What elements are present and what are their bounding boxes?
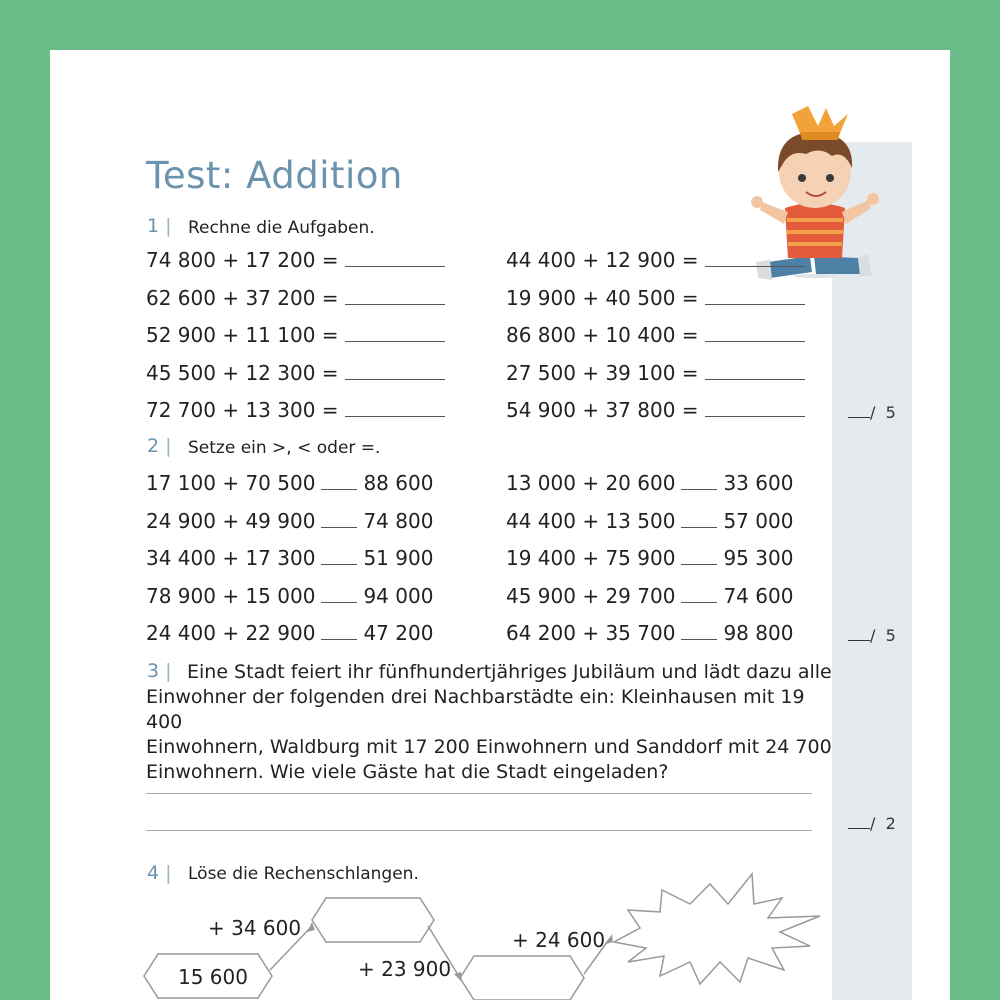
comparison-blank[interactable]	[681, 549, 717, 565]
equation-text: 44 400 + 12 900 =	[506, 248, 699, 272]
comparison-row	[506, 509, 793, 533]
answer-blank[interactable]	[705, 251, 805, 267]
comparison-blank[interactable]	[321, 512, 357, 528]
task-1-instruction: Rechne die Aufgaben.	[188, 218, 375, 238]
equation-text: 86 800 + 10 400 =	[506, 323, 699, 347]
answer-blank[interactable]	[705, 401, 805, 417]
snake-operation: + 34 600	[208, 916, 302, 940]
score-slash: /	[870, 626, 876, 645]
comparison-value: 47 200	[363, 621, 434, 645]
task-separator: |	[165, 435, 172, 457]
score-slash: /	[870, 814, 876, 833]
task-3-score	[848, 814, 896, 833]
comparison-value: 57 000	[723, 509, 794, 533]
equation-row	[506, 323, 805, 347]
equation-text: 54 900 + 37 800 =	[506, 398, 699, 422]
task-separator: |	[165, 862, 172, 884]
answer-blank[interactable]	[705, 364, 805, 380]
task-separator: |	[165, 660, 172, 682]
comparison-row	[146, 584, 433, 608]
answer-blank[interactable]	[345, 364, 445, 380]
comparison-row	[146, 471, 433, 495]
task-4-instruction: Löse die Rechenschlangen.	[188, 864, 419, 884]
equation-text: 74 800 + 17 200 =	[146, 248, 339, 272]
comparison-blank[interactable]	[681, 512, 717, 528]
task-1-score	[848, 403, 896, 422]
word-problem-line: Eine Stadt feiert ihr fünfhundertjähriges Jubiläum und lädt dazu alle	[187, 661, 832, 683]
comparison-expression: 78 900 + 15 000	[146, 584, 316, 608]
comparison-blank[interactable]	[321, 549, 357, 565]
equation-text: 27 500 + 39 100 =	[506, 361, 699, 385]
comparison-value: 33 600	[723, 471, 794, 495]
task-2-instruction: Setze ein >, < oder =.	[188, 438, 381, 458]
comparison-blank[interactable]	[321, 474, 357, 490]
answer-blank[interactable]	[345, 289, 445, 305]
score-blank[interactable]	[848, 417, 870, 418]
answer-blank[interactable]	[705, 326, 805, 342]
task-number: 2	[147, 435, 160, 457]
task-number: 1	[147, 215, 160, 237]
snake-operation: + 23 900	[358, 957, 452, 981]
comparison-value: 95 300	[723, 546, 794, 570]
word-problem-line: Einwohnern, Waldburg mit 17 200 Einwohnern und Sanddorf mit 24 700	[146, 736, 832, 758]
equation-text: 52 900 + 11 100 =	[146, 323, 339, 347]
page-title: Test: Addition	[146, 154, 403, 197]
comparison-expression: 64 200 + 35 700	[506, 621, 676, 645]
equation-text: 72 700 + 13 300 =	[146, 398, 339, 422]
equation-row	[506, 398, 805, 422]
comparison-blank[interactable]	[321, 624, 357, 640]
comparison-row	[506, 471, 793, 495]
comparison-value: 94 000	[363, 584, 434, 608]
answer-blank[interactable]	[345, 401, 445, 417]
equation-row	[146, 323, 445, 347]
task-number: 3	[147, 660, 160, 682]
comparison-value: 88 600	[363, 471, 434, 495]
equation-text: 45 500 + 12 300 =	[146, 361, 339, 385]
comparison-blank[interactable]	[681, 587, 717, 603]
comparison-value: 98 800	[723, 621, 794, 645]
comparison-expression: 24 900 + 49 900	[146, 509, 316, 533]
arrow-head	[606, 934, 613, 944]
score-slash: /	[870, 403, 876, 422]
equation-text: 19 900 + 40 500 =	[506, 286, 699, 310]
answer-blank[interactable]	[345, 326, 445, 342]
comparison-expression: 34 400 + 17 300	[146, 546, 316, 570]
equation-row	[146, 248, 445, 272]
task-2-number	[147, 435, 172, 457]
score-blank[interactable]	[848, 640, 870, 641]
score-blank[interactable]	[848, 828, 870, 829]
comparison-expression: 45 900 + 29 700	[506, 584, 676, 608]
comparison-expression: 19 400 + 75 900	[506, 546, 676, 570]
result-hexagon[interactable]	[460, 956, 584, 1000]
comparison-blank[interactable]	[681, 474, 717, 490]
comparison-row	[506, 621, 793, 645]
word-problem-text	[146, 660, 836, 785]
answer-blank[interactable]	[705, 289, 805, 305]
score-points: 5	[885, 403, 896, 422]
equation-row	[506, 286, 805, 310]
score-points: 5	[885, 626, 896, 645]
answer-line[interactable]	[146, 793, 812, 794]
comparison-row	[146, 546, 433, 570]
task-number: 4	[147, 862, 160, 884]
comparison-row	[506, 584, 793, 608]
equation-row	[146, 398, 445, 422]
equation-row	[146, 361, 445, 385]
task-2-score	[848, 626, 896, 645]
snake-operation: + 24 600	[512, 928, 606, 952]
equation-row	[506, 248, 805, 272]
comparison-expression: 24 400 + 22 900	[146, 621, 316, 645]
comparison-row	[146, 509, 433, 533]
answer-line[interactable]	[146, 830, 812, 831]
equation-row	[146, 286, 445, 310]
comparison-expression: 44 400 + 13 500	[506, 509, 676, 533]
comparison-value: 74 600	[723, 584, 794, 608]
comparison-value: 74 800	[363, 509, 434, 533]
answer-blank[interactable]	[345, 251, 445, 267]
word-problem-line: Einwohnern. Wie viele Gäste hat die Stadt eingeladen?	[146, 761, 669, 783]
comparison-expression: 13 000 + 20 600	[506, 471, 676, 495]
score-points: 2	[885, 814, 896, 833]
final-result-starburst[interactable]	[614, 874, 820, 984]
comparison-row	[146, 621, 433, 645]
result-hexagon[interactable]	[312, 898, 434, 942]
comparison-expression: 17 100 + 70 500	[146, 471, 316, 495]
comparison-row	[506, 546, 793, 570]
task-separator: |	[165, 215, 172, 237]
word-problem-line: Einwohner der folgenden drei Nachbarstädte ein: Kleinhausen mit 19 400	[146, 686, 805, 733]
equation-text: 62 600 + 37 200 =	[146, 286, 339, 310]
snake-start-value: 15 600	[178, 965, 248, 989]
comparison-blank[interactable]	[681, 624, 717, 640]
task-1-number	[147, 215, 172, 237]
comparison-value: 51 900	[363, 546, 434, 570]
worksheet	[50, 50, 950, 1000]
comparison-blank[interactable]	[321, 587, 357, 603]
arrow-head	[454, 972, 462, 982]
equation-row	[506, 361, 805, 385]
